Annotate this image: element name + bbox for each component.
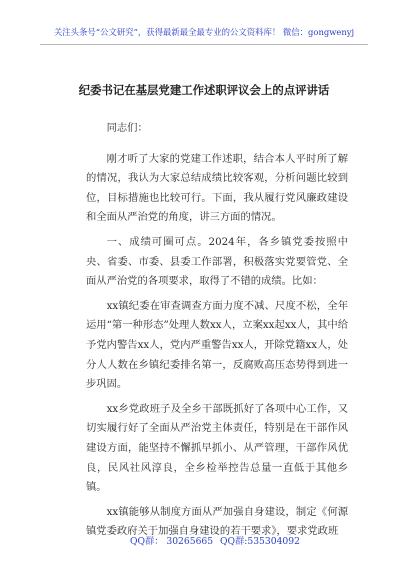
footer-qq-group-1: QQ群： 30265665	[130, 536, 214, 547]
header-banner: 关注头条号“公文研究”，获得最新最全最专业的公文资料库！ 微信：gongwenyj	[53, 27, 355, 37]
paragraph: xx镇纪委在审查调查方面力度不减、尺度不松，全年运用“第一种形态”处理人数xx人，立案xx起xx人，其中给予党内警告xx人，党内严重警告xx人，开除党籍xx人，处分人人数在乡镇纪委排名第一，反腐败高压态势得到进一步巩固。	[86, 299, 348, 391]
footer-qq-group-2: QQ群:535304092	[220, 536, 300, 547]
footer	[40, 533, 368, 547]
paragraph: 刚才听了大家的党建工作述职，结合本人平时所了解的情况，我认为大家总结成绩比较客观，分析问题比较到位，目标措施也比较可行。下面，我从履行党风廉政建设和全面从严治党的角度，讲三方面的情况。	[86, 152, 348, 224]
paragraph: 一、成绩可圈可点。2024年，各乡镇党委按照中央、省委、市委、县委工作部署，积极落实党要管党、全面从严治党的各项要求，取得了不错的成绩。比如：	[86, 235, 348, 288]
document-title: 纪委书记在基层党建工作述职评议会上的点评讲话	[78, 83, 330, 97]
paragraph: xx镇能够从制度方面从严加强自身建设，制定《何源镇党委政府关于加强自身建设的若干要求》，要求党政班	[86, 505, 348, 538]
salutation: 同志们：	[106, 122, 148, 134]
paragraph: xx乡党政班子及全乡干部既抓好了各项中心工作，又切实履行好了全面从严治党主体责任，特别是在干部作风建设方面，能坚持不懈抓早抓小、从严管理，干部作风优良，民风社风淳良，全乡检举控告总量一直低于其他乡镇。	[86, 402, 348, 494]
document-body	[86, 119, 348, 547]
header-divider	[40, 44, 368, 45]
